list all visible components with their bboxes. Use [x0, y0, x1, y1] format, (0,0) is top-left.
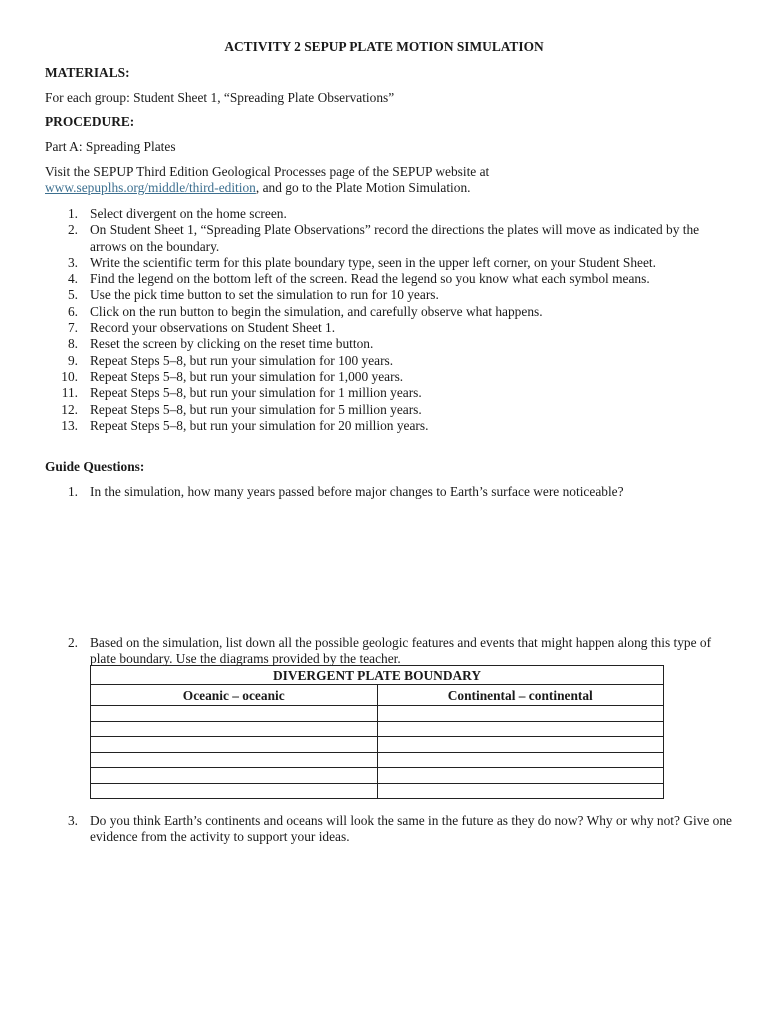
- step-number: 6.: [67, 303, 78, 319]
- list-item: [45, 336, 735, 352]
- step-text: Repeat Steps 5–8, but run your simulation for 5 million years.: [90, 401, 422, 417]
- step-text: Write the scientific term for this plate boundary type, seen in the upper left corner, on your Student Sheet.: [90, 254, 656, 270]
- step-number: 3.: [67, 254, 78, 270]
- intro-text-after: , and go to the Plate Motion Simulation.: [255, 180, 471, 196]
- list-item: [45, 385, 735, 401]
- answer-cell[interactable]: [377, 721, 664, 737]
- list-item: [45, 287, 735, 303]
- step-text: Record your observations on Student Sheet 1.: [90, 320, 336, 336]
- list-item: [45, 222, 735, 255]
- list-item: [45, 206, 735, 222]
- step-text: Use the pick time button to set the simulation to run for 10 years.: [90, 287, 439, 303]
- step-number: 5.: [67, 287, 78, 303]
- step-number: 7.: [67, 320, 78, 336]
- part-a-heading: Part A: Spreading Plates: [45, 139, 176, 154]
- step-text: On Student Sheet 1, “Spreading Plate Observations” record the directions the plates will move as indicated by the arrows on the boundary.: [90, 222, 700, 254]
- column-header-oceanic: Oceanic – oceanic: [91, 685, 378, 706]
- divergent-boundary-table: [90, 665, 664, 799]
- question-number: 2.: [67, 635, 78, 650]
- guide-question-1: [45, 484, 735, 500]
- step-number: 12.: [61, 401, 78, 417]
- procedure-steps: [45, 206, 735, 434]
- list-item: [45, 271, 735, 287]
- list-item: [45, 320, 735, 336]
- table-row: [91, 768, 664, 784]
- answer-cell[interactable]: [91, 768, 378, 784]
- list-item: [45, 418, 735, 434]
- table-row: [91, 752, 664, 768]
- guide-questions-heading: Guide Questions:: [45, 459, 145, 474]
- guide-question-3: [45, 813, 735, 846]
- step-number: 4.: [67, 271, 78, 287]
- guide-question-2: [45, 635, 735, 668]
- procedure-heading: PROCEDURE:: [45, 114, 135, 129]
- table-row: [91, 783, 664, 799]
- column-header-continental: Continental – continental: [377, 685, 664, 706]
- answer-cell[interactable]: [377, 752, 664, 768]
- table-row: [91, 721, 664, 737]
- step-number: 11.: [61, 385, 78, 401]
- intro-text: Visit the SEPUP Third Edition Geological Processes page of the SEPUP website at: [45, 164, 490, 179]
- question-text: Do you think Earth’s continents and oceans will look the same in the future as they do now? Why or why not? Give one evidence from the activity to support your ideas.: [90, 813, 732, 845]
- materials-text: For each group: Student Sheet 1, “Spreading Plate Observations”: [45, 90, 395, 105]
- step-number: 2.: [67, 222, 78, 238]
- table-row: [91, 737, 664, 753]
- list-item: [45, 304, 735, 320]
- answer-cell[interactable]: [91, 721, 378, 737]
- step-text: Find the legend on the bottom left of the screen. Read the legend so you know what each symbol means.: [90, 271, 650, 287]
- step-number: 1.: [67, 206, 78, 221]
- answer-cell[interactable]: [377, 706, 664, 722]
- page-title: ACTIVITY 2 SEPUP PLATE MOTION SIMULATION: [224, 39, 544, 54]
- question-text: In the simulation, how many years passed before major changes to Earth’s surface were noticeable?: [90, 484, 624, 499]
- list-item: [45, 402, 735, 418]
- table-title: DIVERGENT PLATE BOUNDARY: [91, 666, 664, 685]
- step-text: Select divergent on the home screen.: [90, 206, 287, 221]
- answer-cell[interactable]: [377, 768, 664, 784]
- step-number: 10.: [61, 368, 78, 384]
- question-number: 1.: [67, 484, 78, 499]
- step-text: Repeat Steps 5–8, but run your simulation for 1,000 years.: [90, 368, 404, 384]
- answer-cell[interactable]: [91, 706, 378, 722]
- materials-heading: MATERIALS:: [45, 65, 130, 80]
- step-text: Repeat Steps 5–8, but run your simulation for 20 million years.: [90, 417, 429, 433]
- list-item: [45, 255, 735, 271]
- step-number: 8.: [67, 336, 78, 352]
- step-text: Repeat Steps 5–8, but run your simulation for 1 million years.: [90, 385, 422, 401]
- list-item: [45, 353, 735, 369]
- question-number: 3.: [67, 813, 78, 828]
- step-number: 13.: [61, 417, 78, 433]
- step-text: Repeat Steps 5–8, but run your simulation for 100 years.: [90, 352, 394, 368]
- answer-cell[interactable]: [91, 752, 378, 768]
- step-text: Reset the screen by clicking on the reset time button.: [90, 336, 374, 352]
- answer-cell[interactable]: [377, 783, 664, 799]
- answer-cell[interactable]: [377, 737, 664, 753]
- table-row: [91, 706, 664, 722]
- procedure-intro: [45, 164, 735, 197]
- step-text: Click on the run button to begin the simulation, and carefully observe what happens.: [90, 303, 543, 319]
- answer-cell[interactable]: [91, 783, 378, 799]
- answer-cell[interactable]: [91, 737, 378, 753]
- step-number: 9.: [67, 352, 78, 368]
- list-item: [45, 369, 735, 385]
- sepup-website-link[interactable]: www.sepuplhs.org/middle/third-edition: [45, 180, 256, 196]
- question-text: Based on the simulation, list down all the possible geologic features and events that might happen along this type of plate boundary. Use the diagrams provided by the teacher.: [90, 635, 712, 667]
